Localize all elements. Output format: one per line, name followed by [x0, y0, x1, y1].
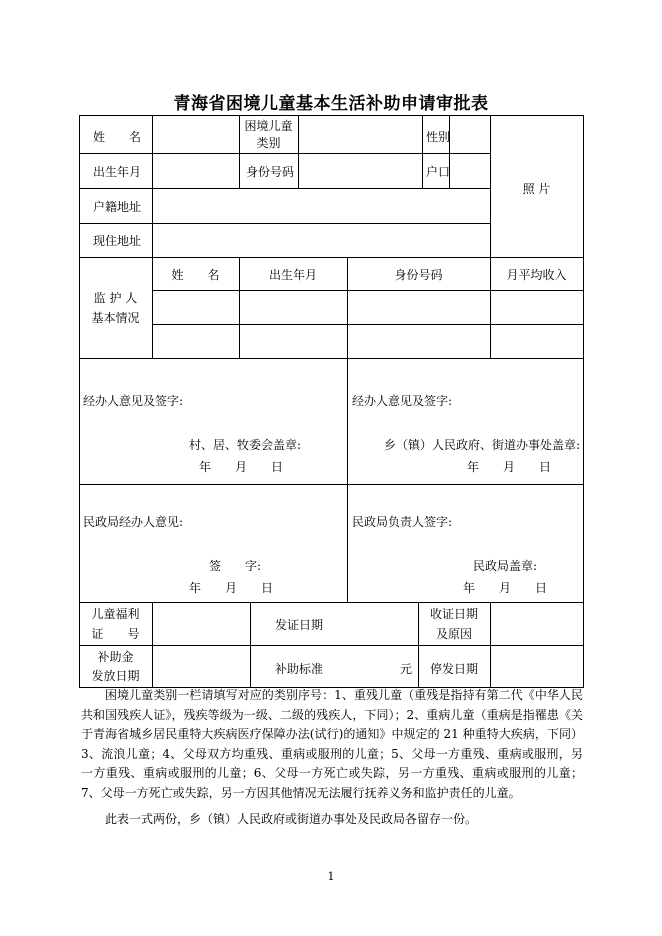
guardian-row-1[interactable]: [153, 291, 583, 324]
township-date-label: 年 月 日: [467, 460, 552, 474]
civil-seal-label: 民政局盖章:: [473, 559, 538, 573]
subsidy-standard-label: 补助标准: [274, 662, 323, 676]
village-opinion-area[interactable]: [80, 359, 347, 484]
subsidy-date-label-2: 发放日期: [91, 669, 140, 683]
hukou-field[interactable]: [450, 154, 490, 188]
village-handler-opinion-label: 经办人意见及签字:: [83, 394, 184, 408]
issue-date-label: 发证日期: [274, 618, 323, 632]
guardian-header-birth: 出生年月: [268, 268, 317, 282]
receive-date-label-2: 及原因: [435, 627, 472, 641]
gender-field[interactable]: [450, 116, 490, 153]
birth-label: 出生年月: [93, 165, 142, 179]
name-field[interactable]: [153, 116, 239, 153]
guardian-header-id: 身份号码: [394, 268, 443, 282]
welfare-cert-label: 儿童福利: [91, 607, 140, 621]
yuan-unit-label: 元: [400, 662, 413, 676]
civil-handler-opinion-area[interactable]: [80, 485, 347, 602]
subsidy-date-field[interactable]: [153, 646, 250, 687]
form-notes: [81, 686, 583, 829]
township-seal-label: 乡（镇）人民政府、街道办事处盖章:: [384, 438, 581, 452]
child-category-label-2: 类别: [256, 136, 281, 150]
issue-date-field[interactable]: [349, 603, 418, 645]
stop-date-label: 停发日期: [429, 662, 478, 676]
township-opinion-area[interactable]: [348, 359, 583, 484]
subsidy-standard-field[interactable]: [349, 646, 397, 687]
name-label: 姓 名: [93, 130, 142, 144]
guardian-row-2[interactable]: [153, 325, 583, 358]
id-number-field[interactable]: [299, 154, 422, 188]
category-note: 困境儿童类别一栏请填写对应的类别序号：1、重残儿童（重残是指持有第二代《中华人民共和国残疾人证》，残疾等级为一级、二级的残疾人，下同）；2、重病儿童（重病是指罹患《关于青海省城乡居民重特大疾病医疗保障办法(试行)的通知》中规定的 21 种重特大疾病，下同）3、流浪儿童；4、父母双方均重残、重病或服刑的儿童；5、父母一方重残、重病或服刑，另一方重残、重病或服刑的儿童；6、父母一方死亡或失踪，另一方重残、重病或服刑的儿童；7、父母一方死亡或失踪，另一方因其他情况无法履行抚养义务和监护责任的儿童。: [81, 688, 583, 800]
civil-director-date-label: 年 月 日: [463, 581, 548, 595]
guardian-label: 监 护 人: [93, 291, 138, 305]
village-date-label: 年 月 日: [199, 460, 284, 474]
photo-label: 照 片: [522, 182, 551, 196]
id-number-label: 身份号码: [246, 165, 295, 179]
receive-date-field[interactable]: [491, 603, 583, 645]
stop-date-field[interactable]: [491, 646, 583, 687]
village-seal-label: 村、居、牧委会盖章:: [189, 438, 302, 452]
civil-sign-label: 签 字:: [209, 559, 262, 573]
current-address-label: 现住地址: [93, 234, 142, 248]
child-category-field[interactable]: [299, 116, 422, 153]
civil-director-area[interactable]: [348, 485, 583, 602]
copies-note: 此表一式两份，乡（镇）人民政府或街道办事处及民政局各留存一份。: [105, 811, 478, 826]
current-address-field[interactable]: [153, 224, 490, 257]
civil-date-label: 年 月 日: [189, 581, 274, 595]
gender-label: 性别: [426, 130, 451, 144]
civil-handler-opinion-label: 民政局经办人意见:: [83, 515, 184, 529]
guardian-header-income: 月平均收入: [506, 268, 567, 282]
welfare-cert-label-2: 证 号: [91, 627, 140, 641]
hukou-label: 户口: [426, 165, 451, 179]
township-handler-opinion-label: 经办人意见及签字:: [352, 394, 453, 408]
guardian-label-2: 基本情况: [91, 311, 140, 325]
civil-director-sign-label: 民政局负责人签字:: [352, 515, 453, 529]
subsidy-date-label: 补助金: [97, 650, 134, 664]
child-category-label: 困境儿童: [244, 119, 293, 133]
receive-date-label: 收证日期: [429, 607, 478, 621]
form-title: 青海省困境儿童基本生活补助申请审批表: [173, 94, 489, 114]
registered-address-label: 户籍地址: [93, 200, 142, 214]
registered-address-field[interactable]: [153, 189, 490, 223]
birth-field[interactable]: [153, 154, 239, 188]
page-number: 1: [327, 870, 335, 883]
welfare-cert-field[interactable]: [153, 603, 250, 645]
guardian-header-name: 姓 名: [171, 268, 220, 282]
photo-field[interactable]: [491, 116, 583, 257]
